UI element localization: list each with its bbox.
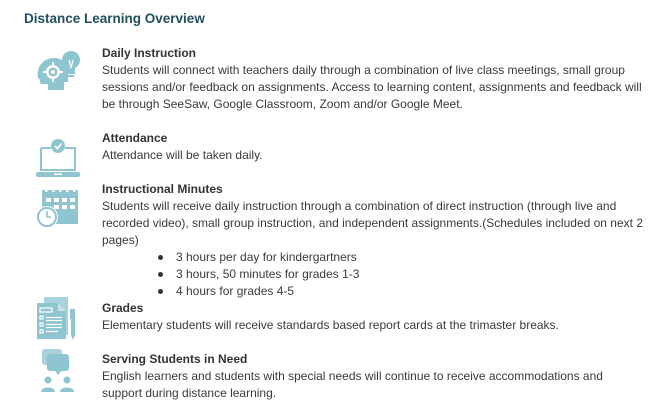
list-item: 3 hours, 50 minutes for grades 1-3 — [102, 266, 657, 283]
list-item: 3 hours per day for kindergartners — [102, 249, 657, 266]
section-body-line: be through SeeSaw, Google Classroom, Zoom and/or Google Meet. — [102, 97, 463, 111]
page-title: Distance Learning Overview — [24, 11, 205, 26]
section-body-line: sessions and/or feedback on assignments. Access to learning content, assignments and feedback will — [102, 80, 642, 94]
people-chat-icon — [34, 349, 82, 397]
documents-pen-icon — [34, 295, 82, 343]
section-text — [102, 351, 657, 402]
section-text — [102, 130, 657, 164]
head-gear-lightbulb-icon — [34, 48, 82, 96]
section-body-line: English learners and students with special needs will continue to receive accommodations and — [102, 369, 603, 383]
section-text — [102, 300, 657, 334]
section-text — [102, 45, 657, 113]
section-body-line: pages) — [102, 233, 139, 247]
section-heading: Serving Students in Need — [102, 352, 248, 366]
section-body-line: recorded video), small group instruction, and independent assignments.(Schedules included on next 2 — [102, 216, 643, 230]
section-heading: Daily Instruction — [102, 46, 197, 60]
section-body-line: support during distance learning. — [102, 386, 277, 400]
laptop-check-icon — [34, 134, 82, 182]
section-body-line: Elementary students will receive standards based report cards at the trimaster breaks. — [102, 318, 559, 332]
section-heading: Instructional Minutes — [102, 182, 223, 196]
calendar-clock-icon — [34, 182, 82, 230]
section-body-line: Students will connect with teachers daily through a combination of live class meetings, small group — [102, 63, 625, 77]
section-text — [102, 181, 657, 300]
section-body-line: Attendance will be taken daily. — [102, 148, 263, 162]
minutes-list — [102, 249, 657, 300]
list-item: 4 hours for grades 4-5 — [102, 283, 657, 300]
section-heading: Attendance — [102, 131, 168, 145]
section-heading: Grades — [102, 301, 144, 315]
section-body-line: Students will receive daily instruction through a combination of direct instruction (through live and — [102, 199, 617, 213]
